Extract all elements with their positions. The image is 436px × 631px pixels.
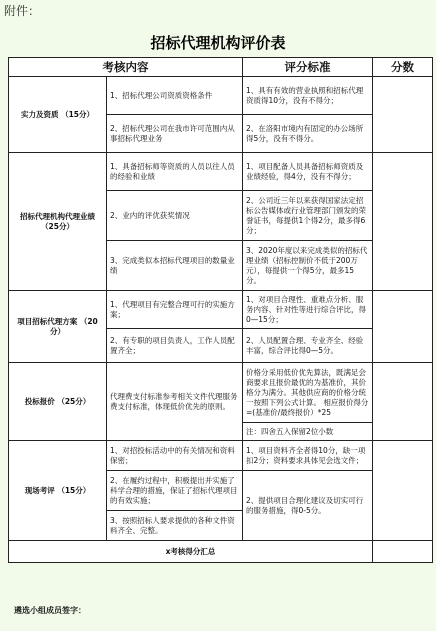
header-content: 考核内容 [9,58,243,77]
table-row [9,441,433,471]
item-cell: 1、招标代理公司资质资格条件 [107,77,243,115]
table-header-row [9,58,433,77]
score-input-cell[interactable] [373,291,433,363]
attachment-label: 附件： [4,4,41,18]
page-title: 招标代理机构评价表 [150,34,286,52]
score-input-cell[interactable] [373,441,433,541]
item-cell: 1、对招投标活动中的有关情况和资料保密； [107,441,243,471]
item-cell: 代理费支付标准参考相关文件代理服务费支付标准，体现低价优先的原则。 [107,363,243,441]
total-score-cell[interactable] [373,541,433,563]
category-cell: 现场考评 （15分） [9,441,107,541]
score-input-cell[interactable] [373,363,433,441]
standard-cell: 2、在洛阳市境内有固定的办公场所得5分，没有不得分。 [243,115,373,153]
category-cell: 实力及资质 （15分） [9,77,107,153]
table-row [9,363,433,423]
header-standard: 评分标准 [243,58,373,77]
summary-label: x考核得分汇总 [9,541,373,563]
item-cell: 3、完成类似本招标代理项目的数量业绩 [107,241,243,291]
table-row [9,77,433,115]
item-cell: 2、业内的评优获奖情况 [107,191,243,241]
category-cell: 投标报价 （25分） [9,363,107,441]
category-cell: 招标代理机构代理业绩 （25分） [9,153,107,291]
score-input-cell[interactable] [373,153,433,291]
standard-cell: 3、2020年度以来完成类似的招标代理业绩（招标控制价不低于200万元），每提供一个得5分，最多15分。 [243,241,373,291]
standard-cell: 1、对项目合理性、重难点分析、服务内容、针对性等进行综合评比，得0—15分； [243,291,373,329]
evaluation-table [8,57,433,563]
score-input-cell[interactable] [373,77,433,153]
standard-cell: 1、项目配备人员具备招标师资质及业绩经验，得4分，没有不得分； [243,153,373,191]
item-cell: 1、代理项目有完整合理可行的实施方案； [107,291,243,329]
item-cell: 2、招标代理公司在我市许可范围内从事招标代理业务 [107,115,243,153]
signature-label: 遴选小组成员签字： [14,606,86,615]
item-cell: 2、在履约过程中，积极提出并实施了科学合理的措施，保证了招标代理项目的有效实施； [107,471,243,511]
item-cell: 2、有专职的项目负责人，工作人员配置齐全； [107,329,243,363]
header-score: 分数 [373,58,433,77]
item-cell: 3、按照招标人要求提供的各种文件资料齐全、完整。 [107,511,243,541]
standard-cell: 2、人员配置合理、专业齐全、经验丰富，综合评比得0—5分。 [243,329,373,363]
standard-cell: 价格分采用低价优先算法，既满足会商要求且报价最优的为基准价，其价格分为满分。其他供应商的价格分统一按照下列公式计算。 相应报价得分=(基准价/最终报价）*25 [243,363,373,423]
standard-cell: 1、具有有效的营业执照和招标代理资质得10分，没有不得分； [243,77,373,115]
standard-cell: 1、项目资料齐全者得10分，缺一项扣2分；资料要求具体见会选文件； [243,441,373,471]
standard-cell: 2、公司近三年以来获得国家法定招标公告媒体或行业管理部门颁发的荣誉证书，每提供1个得2分，最多得6分； [243,191,373,241]
table-row [9,291,433,329]
standard-cell: 2、提供项目合理化建议及切实可行的服务措施，得0-5分。 [243,471,373,541]
table-row [9,153,433,191]
category-cell: 项目招标代理方案 （20分） [9,291,107,363]
note-cell: 注：四舍五入保留2位小数 [243,423,373,441]
item-cell: 1、具备招标师等资质的人员以往人员的经验和业绩 [107,153,243,191]
summary-row [9,541,433,563]
